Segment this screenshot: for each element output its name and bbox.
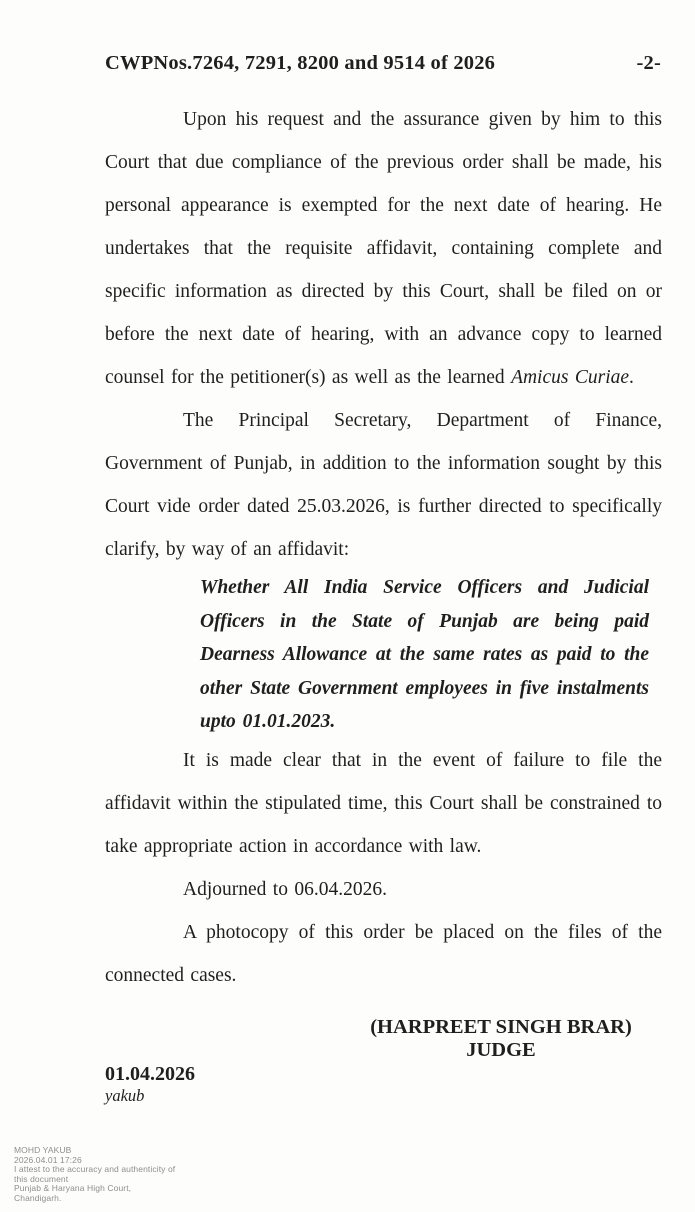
body-paragraph: Adjourned to 06.04.2026.	[183, 878, 387, 900]
body-paragraph: It is made clear that in the event of failure to file the affidavit within the stipulated time, this Court shall be constrained to take appropriate action in accordance with law.	[105, 749, 662, 857]
attestation-city: Chandigarh.	[14, 1192, 62, 1203]
document-header	[105, 52, 661, 75]
attestation-datetime: 2026.04.01 17:26	[14, 1154, 82, 1165]
page-number: -2-	[636, 52, 661, 74]
case-numbers: CWPNos.7264, 7291, 8200 and 9514 of 2026	[105, 52, 496, 74]
judge-name: (HARPREET SINGH BRAR)	[370, 1016, 632, 1038]
date-block	[105, 1062, 195, 1105]
attestation-court: Punjab & Haryana High Court,	[14, 1183, 132, 1193]
body-paragraph: Upon his request and the assurance given by him to this Court that due compliance of the previous order shall be made, his personal appearance is exempted for the next date of hearing. He undertakes that the requisite affidavit, containing complete and specific information as directed by this Court, shall be filed on or before the next date of hearing, with an advance copy to learned counsel for the petitioner(s) as well as the learned Amicus Curiae.	[105, 109, 662, 388]
quote-paragraph: Whether All India Service Officers and Judicial Officers in the State of Punjab are being paid Dearness Allowance at the same rates as paid to the other State Government employees in five instalments upto 01.01.2023.	[200, 577, 649, 732]
attestation-statement-line2: this document	[14, 1173, 69, 1184]
attestation-name: MOHD YAKUB	[14, 1145, 72, 1155]
document-body	[105, 98, 662, 997]
judge-title: JUDGE	[466, 1039, 536, 1061]
signature-block	[340, 1016, 662, 1062]
italic-phrase: Amicus Curiae	[511, 367, 630, 388]
body-paragraph: The Principal Secretary, Department of Finance, Government of Punjab, in addition to the information sought by this Court vide order dated 25.03.2026, is further directed to specifically clarify, by way of an affidavit:	[105, 410, 662, 560]
stenographer-initials: yakub	[105, 1086, 145, 1105]
order-date: 01.04.2026	[105, 1063, 195, 1085]
body-paragraph: A photocopy of this order be placed on the files of the connected cases.	[105, 921, 662, 986]
attestation-stamp	[14, 1146, 175, 1203]
attestation-statement-line1: I attest to the accuracy and authenticity of	[14, 1164, 176, 1174]
